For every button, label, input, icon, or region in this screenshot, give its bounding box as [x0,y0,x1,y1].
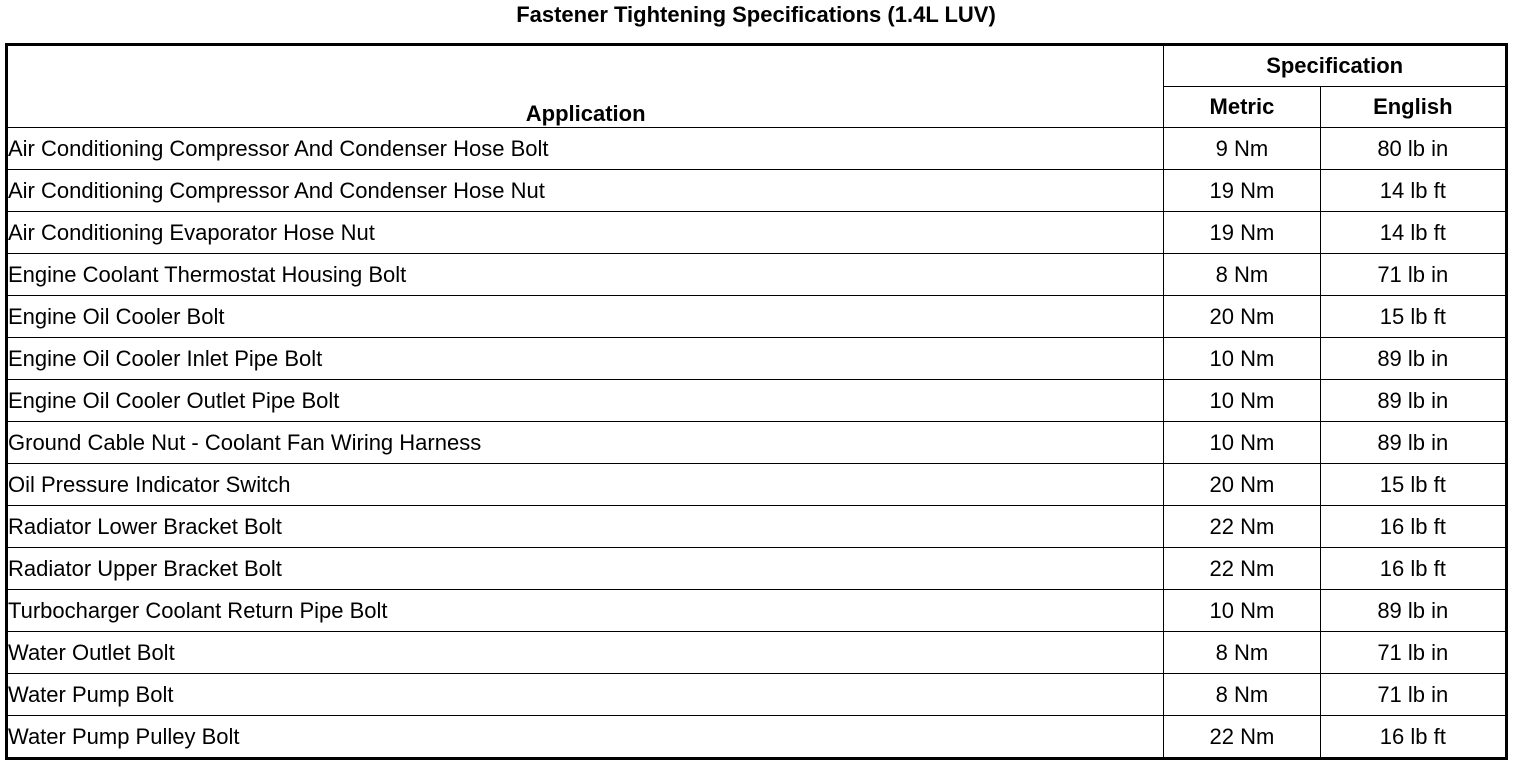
metric-cell: 10 Nm [1164,422,1320,464]
application-cell: Water Pump Pulley Bolt [7,716,1164,759]
header-row-top [7,45,1507,87]
table-row [7,716,1507,759]
table-row [7,632,1507,674]
table-row [7,128,1507,170]
english-cell: 89 lb in [1320,422,1506,464]
english-cell: 15 lb ft [1320,464,1506,506]
table-row [7,338,1507,380]
metric-cell: 10 Nm [1164,590,1320,632]
metric-cell: 22 Nm [1164,716,1320,759]
english-column-header: English [1320,87,1506,128]
english-cell: 16 lb ft [1320,716,1506,759]
metric-cell: 19 Nm [1164,212,1320,254]
english-cell: 16 lb ft [1320,548,1506,590]
document-title: Fastener Tightening Specifications (1.4L LUV) [516,2,996,27]
english-cell: 14 lb ft [1320,170,1506,212]
metric-cell: 20 Nm [1164,296,1320,338]
metric-cell: 22 Nm [1164,506,1320,548]
application-cell: Engine Coolant Thermostat Housing Bolt [7,254,1164,296]
metric-cell: 10 Nm [1164,380,1320,422]
table-row [7,380,1507,422]
application-cell: Ground Cable Nut - Coolant Fan Wiring Harness [7,422,1164,464]
table-row [7,254,1507,296]
metric-cell: 19 Nm [1164,170,1320,212]
english-cell: 71 lb in [1320,254,1506,296]
english-cell: 16 lb ft [1320,506,1506,548]
specification-column-header: Specification [1164,45,1507,87]
metric-cell: 10 Nm [1164,338,1320,380]
application-cell: Air Conditioning Compressor And Condenser Hose Nut [7,170,1164,212]
table-row [7,464,1507,506]
english-cell: 14 lb ft [1320,212,1506,254]
english-cell: 71 lb in [1320,674,1506,716]
application-cell: Engine Oil Cooler Inlet Pipe Bolt [7,338,1164,380]
table-header [7,45,1507,128]
application-cell: Engine Oil Cooler Outlet Pipe Bolt [7,380,1164,422]
application-cell: Engine Oil Cooler Bolt [7,296,1164,338]
application-cell: Turbocharger Coolant Return Pipe Bolt [7,590,1164,632]
english-cell: 89 lb in [1320,380,1506,422]
application-cell: Radiator Upper Bracket Bolt [7,548,1164,590]
table-body [7,128,1507,759]
table-row [7,170,1507,212]
english-cell: 15 lb ft [1320,296,1506,338]
fastener-spec-table [5,43,1508,760]
english-cell: 89 lb in [1320,338,1506,380]
metric-cell: 9 Nm [1164,128,1320,170]
metric-cell: 8 Nm [1164,632,1320,674]
metric-cell: 8 Nm [1164,674,1320,716]
application-cell: Water Pump Bolt [7,674,1164,716]
metric-column-header: Metric [1164,87,1320,128]
application-cell: Air Conditioning Compressor And Condenser Hose Bolt [7,128,1164,170]
metric-cell: 20 Nm [1164,464,1320,506]
table-row [7,548,1507,590]
table-row [7,674,1507,716]
table-row [7,212,1507,254]
english-cell: 80 lb in [1320,128,1506,170]
english-cell: 71 lb in [1320,632,1506,674]
table-row [7,506,1507,548]
application-cell: Radiator Lower Bracket Bolt [7,506,1164,548]
table-row [7,422,1507,464]
application-column-header: Application [7,45,1164,128]
application-cell: Water Outlet Bolt [7,632,1164,674]
table-row [7,590,1507,632]
english-cell: 89 lb in [1320,590,1506,632]
metric-cell: 22 Nm [1164,548,1320,590]
application-cell: Air Conditioning Evaporator Hose Nut [7,212,1164,254]
metric-cell: 8 Nm [1164,254,1320,296]
application-cell: Oil Pressure Indicator Switch [7,464,1164,506]
table-row [7,296,1507,338]
